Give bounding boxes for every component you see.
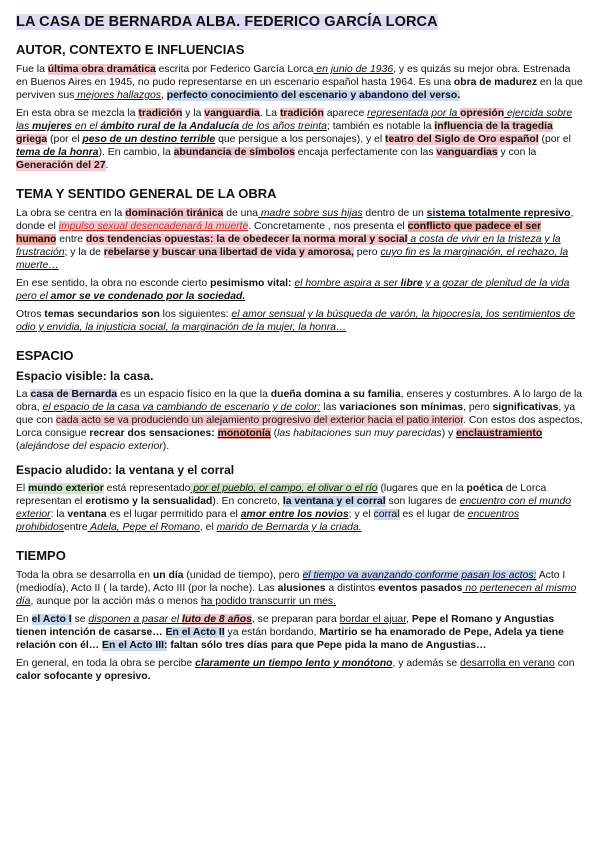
paragraph-espacio-1: La casa de Bernarda es un espacio físico en la que la dueña domina a su familia, enseres y costumbres. A lo largo de la obra, el espacio de la casa va cambiando de escenario y de color: las variaciones son mínimas, pero significativas, ya que con cada acto se va produciendo un alejamiento progresivo del exterior hacia el patio interior. Con estos dos aspectos, Lorca consigue recrear dos sensaciones: monotonía (las habitaciones sun muy parecidas) y enclaustramiento (alejándose del espacio exterior).: [16, 389, 583, 452]
paragraph-autor-1: Fue la última obra dramática escrita por Federico García Lorca en junio de 1936, y es quizás su mejor obra. Estrenada en Buenos Aires en 1945, no pudo representarse en un escenario español hasta 1964. Es una obra de madurez en la que perviven sus mejores hallazgos, perfecto conocimiento del escenario y abandono del verso.: [16, 64, 583, 101]
paragraph-tema-2: En ese sentido, la obra no esconde cierto pesimismo vital: el hombre aspira a ser libre y a gozar de plenitud de la vida pero el amor se ve condenado por la sociedad.: [16, 278, 570, 302]
section-heading-tiempo: TIEMPO: [16, 548, 66, 563]
paragraph-tema-3: Otros temas secundarios son los siguientes: el amor sensual y la búsqueda de varón, la hipocresía, los sentimientos de odio y envidia, la injusticia social, la marginación de la mujer, la honra…: [16, 309, 576, 333]
paragraph-tema-1: La obra se centra en la dominación tiránica de una madre sobre sus hijas dentro de un sistema totalmente represivo, donde el impulso sexual desencadenará la muerte. Concretamente , nos presenta el conflicto que padece el ser humano entre dos tendencias opuestas: la de obedecer la norma moral y social a costa de vivir en la tristeza y la frustración; y la de rebelarse y buscar una libertad de vida y amorosa, pero cuyo fin es la marginación, el rechazo, la muerte…: [16, 208, 574, 271]
subheading-espacio-aludido: Espacio aludido: la ventana y el corral: [16, 463, 235, 477]
paragraph-espacio-2: El mundo exterior está representado por el pueblo, el campo, el olivar o el río (lugares que en la poética de Lorca representan el erotismo y la sensualidad). En concreto, la ventana y el corral son lugares de encuentro con el mundo exterior: la ventana es el lugar permitido para el amor entre los novios; y el corral es el lugar de encuentros prohibidosentre Adela, Pepe el Romano, el marido de Bernarda y la criada.: [16, 483, 572, 533]
section-heading-espacio: ESPACIO: [16, 348, 74, 363]
section-heading-autor: AUTOR, CONTEXTO E INFLUENCIAS: [16, 42, 245, 57]
document-title: LA CASA DE BERNARDA ALBA. FEDERICO GARCÍA LORCA: [16, 14, 438, 30]
paragraph-tiempo-3: En general, en toda la obra se percibe claramente un tiempo lento y monótono, y además se desarrolla en verano con calor sofocante y opresivo.: [16, 658, 575, 682]
section-heading-tema: TEMA Y SENTIDO GENERAL DE LA OBRA: [16, 186, 277, 201]
paragraph-autor-2: En esta obra se mezcla la tradición y la vanguardia. La tradición aparece representada por la opresión ejercida sobre las mujeres en el ámbito rural de la Andalucía de los años treinta; también es notable la influencia de la tragedia griega (por el peso de un destino terrible que persigue a los personajes), y el teatro del Siglo de Oro español (por el tema de la honra). En cambio, la abundancia de símbolos encaja perfectamente con las vanguardias y con la Generación del 27.: [16, 108, 573, 171]
paragraph-tiempo-2: En el Acto I se disponen a pasar el luto de 8 años, se preparan para bordar el ajuar, Pepe el Romano y Angustias tienen intención de casarse… En el Acto II ya están bordando, Martirio se ha enamorado de Pepe, Adela ya tiene relación con él… En el Acto III: faltan sólo tres días para que Pepe pida la mano de Angustias…: [16, 614, 564, 651]
subheading-espacio-visible: Espacio visible: la casa.: [16, 369, 154, 383]
paragraph-tiempo-1: Toda la obra se desarrolla en un día (unidad de tiempo), pero el tiempo va avanzando conforme pasan los actos: Acto I (mediodía), Acto II ( la tarde), Acto III (por la noche). Las alusiones a distintos eventos pasados no pertenecen al mismo día, aunque por la acción más o menos ha podido transcurrir un mes.: [16, 570, 577, 607]
